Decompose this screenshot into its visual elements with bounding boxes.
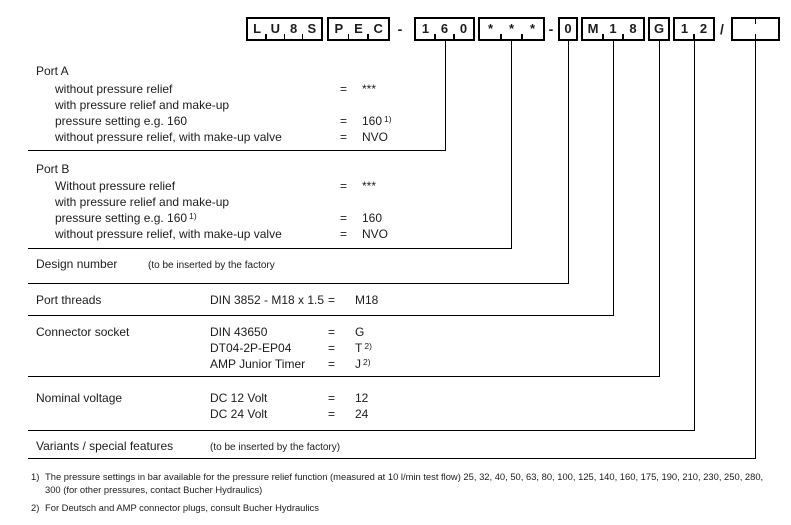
code-char: 1 [680,21,689,36]
nominal-voltage-title: Nominal voltage [36,391,123,405]
code-box-basic-type-1 [246,17,323,41]
code-char [733,19,756,39]
row-label: with pressure relief and make-up [55,98,230,112]
row-equals: = [328,357,336,371]
variants-note: (to be inserted by the factory) [210,442,341,453]
row-label: DC 12 Volt [210,391,268,405]
footnote-1-text: The pressure settings in bar available for the pressure relief function (measured at 10 l/min test flow) 25, 32, 40, 50, 63, 80, 100, 125, 140, 160, 175, 190, 210, 230, 250, 280, 300 (for other pressures, contact Bucher Hydraulics) [45,471,764,495]
code-box-voltage [673,17,715,41]
code-char: M [587,21,599,36]
row-value: 24 [355,407,369,421]
code-char: 0 [564,21,572,36]
row-label: DIN 3852 - M18 x 1.5 [210,293,325,307]
row-label: without pressure relief, with make-up valve [55,227,282,241]
port-a-title: Port A [36,64,69,78]
code-box-port-b [478,17,545,41]
connector-socket-title: Connector socket [36,325,130,339]
footnote-ref: 1) [384,113,392,124]
row-equals: = [340,179,348,193]
variants-title: Variants / special features [36,439,174,453]
row-equals: = [340,130,348,144]
row-equals: = [328,293,336,307]
footnote-1-marker: 1) [31,471,40,482]
footnote-2-marker: 2) [31,502,40,513]
code-box-port-a [414,17,475,41]
design-number-title: Design number [36,257,118,271]
code-char: 8 [623,19,643,39]
code-separator-dash: - [548,21,554,37]
connector-line-design-number [28,41,569,284]
row-value: *** [362,82,377,96]
code-box-variants [731,17,780,41]
row-label: without pressure relief [55,82,173,96]
row-equals: = [340,211,348,225]
code-box-connector [648,17,670,41]
row-label: without pressure relief, with make-up valve [55,130,282,144]
code-char: 2 [694,19,713,39]
row-equals: = [328,325,336,339]
row-equals: = [328,391,336,405]
code-char: L [253,21,262,36]
code-char: * [501,19,522,39]
code-char: 6 [435,19,454,39]
footnote-ref: 2) [364,340,372,351]
code-char: C [368,19,388,39]
row-label: DIN 43650 [210,325,268,339]
code-separator-slash: / [720,21,724,37]
row-value: G [355,325,365,339]
code-char: G [653,21,665,36]
footnote-ref: 1) [189,210,197,221]
row-equals: = [328,341,336,355]
port-b-title: Port B [36,162,70,176]
port-threads-title: Port threads [36,293,102,307]
design-number-note: (to be inserted by the factory [148,260,275,271]
row-value: 160 [362,211,383,225]
row-value: T $^{2)}$ [355,340,372,355]
code-box-basic-type-2 [327,17,390,41]
row-label: DT04-2P-EP04 [210,341,292,355]
row-equals: = [340,82,348,96]
code-char: * [522,19,543,39]
row-label: pressure setting e.g. 160 [55,114,188,128]
row-label: pressure setting e.g. 160 $^{1)}$ [55,210,197,225]
code-char: P [334,21,344,36]
row-value: NVO [362,227,389,241]
row-value: J $^{2)}$ [355,356,371,371]
row-value: 160 $^{1)}$ [362,113,392,128]
row-label: AMP Junior Timer [210,357,306,371]
code-char: U [266,19,284,39]
code-box-port-threads [581,17,645,41]
row-label: DC 24 Volt [210,407,268,421]
row-value: M18 [355,293,379,307]
row-label: Without pressure relief [55,179,176,193]
row-equals: = [340,114,348,128]
code-char: 1 [603,19,623,39]
footnote-2-text: For Deutsch and AMP connector plugs, consult Bucher Hydraulics [45,502,319,513]
code-char: * [487,21,494,36]
code-char: 0 [454,19,473,39]
row-value: NVO [362,130,389,144]
code-char [756,19,779,39]
row-value: 12 [355,391,369,405]
code-separator-dash: - [397,21,403,37]
code-char: 8 [285,19,303,39]
code-char: E [349,19,369,39]
row-equals: = [340,227,348,241]
row-value: *** [362,179,377,193]
row-label: with pressure relief and make-up [55,195,230,209]
footnote-ref: 2) [363,356,371,367]
code-box-design-number [558,17,578,41]
code-char: S [303,19,321,39]
row-equals: = [328,407,336,421]
code-char: 1 [421,21,430,36]
